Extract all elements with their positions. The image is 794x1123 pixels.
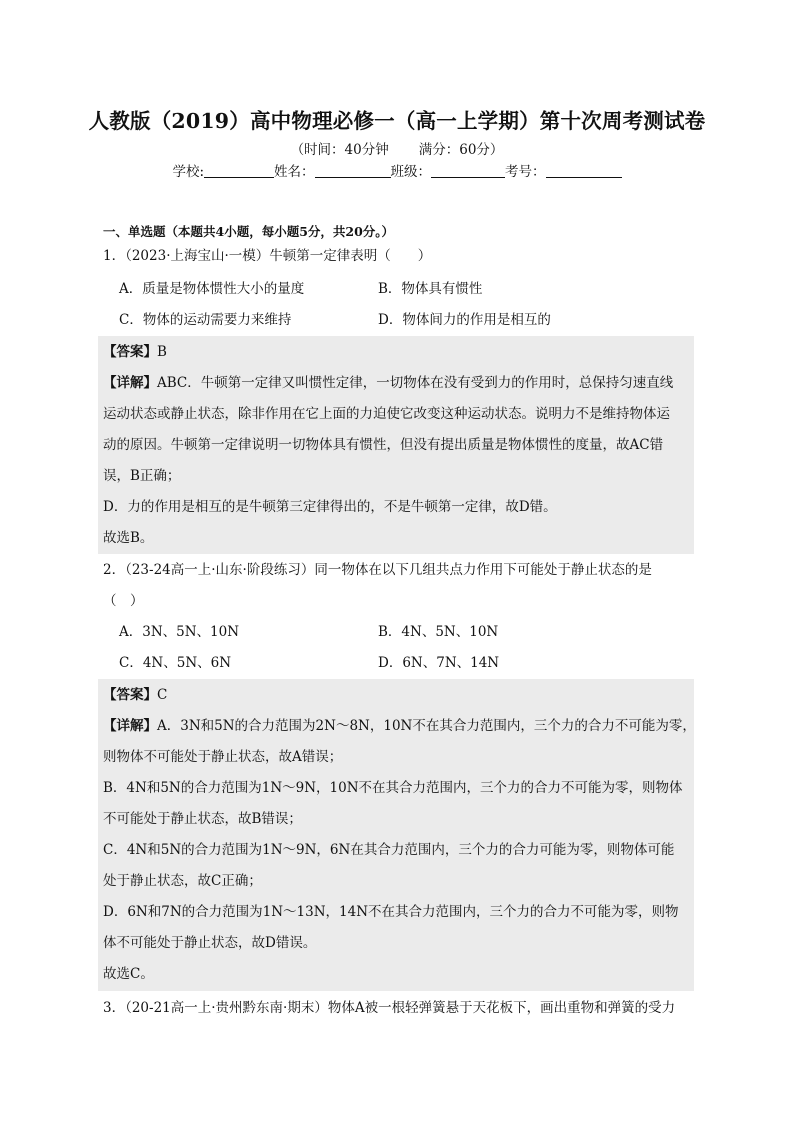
exam-no-label: 考号： (505, 164, 546, 180)
full-score: 满分：60分） (418, 142, 504, 158)
q2-detail-line: 不可能处于静止状态，故B错误； (103, 811, 302, 827)
q2-detail-line: 则物体不可能处于静止状态，故A错误； (103, 749, 343, 765)
q3-stem: 3．（20-21高一上·贵州黔东南·期末）物体A被一根轻弹簧悬于天花板下，画出重物和弹簧的受力 (103, 1000, 676, 1016)
q2-option-c: C．4N、5N、6N (119, 655, 232, 671)
q2-detail-line: B．4N和5N的合力范围为1N～9N，10N不在其合力范围内，三个力的合力不可能为零，则物体 (103, 780, 683, 796)
answer-label: 【答案】 (103, 687, 157, 703)
class-label: 班级： (390, 164, 432, 180)
exam-subtitle (0, 138, 794, 158)
exam-no-blank[interactable] (546, 163, 622, 178)
q2-detail-line: 故选C。 (103, 966, 154, 982)
answer-value: C (157, 687, 168, 703)
q1-option-c: C．物体的运动需要力来维持 (119, 312, 292, 328)
q1-option-a: A．质量是物体惯性大小的量度 (119, 281, 305, 297)
name-blank[interactable] (315, 163, 391, 178)
q1-detail-line: 误，B正确； (103, 468, 181, 484)
q2-option-a: A．3N、5N、10N (119, 624, 240, 640)
q1-answer (103, 342, 167, 362)
q1-option-d: D．物体间力的作用是相互的 (378, 312, 551, 328)
q2-detail-line: C．4N和5N的合力范围为1N～9N，6N在其合力范围内，三个力的合力可能为零，则物体可能 (103, 842, 675, 858)
school-blank[interactable] (204, 163, 274, 178)
time-limit: （时间：40分钟 (290, 142, 389, 158)
q1-detail-line: 【详解】ABC．牛顿第一定律又叫惯性定律，一切物体在没有受到力的作用时，总保持匀速直线 (103, 375, 674, 391)
answer-label: 【答案】 (103, 344, 157, 360)
q1-detail-line: D．力的作用是相互的是牛顿第三定律得出的，不是牛顿第一定律，故D错。 (103, 499, 557, 515)
q1-stem: 1．（2023·上海宝山·一模）牛顿第一定律表明（ ） (103, 248, 432, 264)
q1-detail-line: 动的原因。牛顿第一定律说明一切物体具有惯性，但没有提出质量是物体惯性的度量，故AC错 (103, 437, 664, 453)
q2-stem: 2．（23-24高一上·山东·阶段练习）同一物体在以下几组共点力作用下可能处于静止状态的是 (103, 562, 652, 578)
detail-label: 【详解】 (103, 375, 157, 391)
section-heading: 一、单选题（本题共4小题，每小题5分，共20分。） (103, 224, 395, 239)
q2-answer (103, 685, 167, 705)
q1-detail-line: 运动状态或静止状态，除非作用在它上面的力迫使它改变这种运动状态。说明力不是维持物体运 (103, 406, 670, 422)
class-blank[interactable] (431, 163, 505, 178)
q1-detail-line: 故选B。 (103, 530, 154, 546)
q1-option-b: B．物体具有惯性 (378, 281, 483, 297)
q2-stem-cont: （ ） (103, 593, 144, 609)
q2-option-b: B．4N、5N、10N (378, 624, 499, 640)
name-label: 姓名： (274, 164, 315, 180)
exam-title: 人教版（2019）高中物理必修一（高一上学期）第十次周考测试卷 (88, 109, 706, 133)
school-label: 学校: (172, 164, 205, 180)
student-info-row (0, 160, 794, 180)
q2-option-d: D．6N、7N、14N (378, 655, 500, 671)
q2-detail-line: 处于静止状态，故C正确； (103, 873, 262, 889)
answer-value: B (157, 344, 167, 360)
q2-detail-line: 【详解】A．3N和5N的合力范围为2N～8N，10N不在其合力范围内，三个力的合力不可能为零， (103, 718, 696, 734)
detail-label: 【详解】 (103, 718, 157, 734)
q2-detail-line: D．6N和7N的合力范围为1N～13N，14N不在其合力范围内，三个力的合力不可能为零，则物 (103, 904, 679, 920)
q2-detail-line: 体不可能处于静止状态，故D错误。 (103, 935, 317, 951)
